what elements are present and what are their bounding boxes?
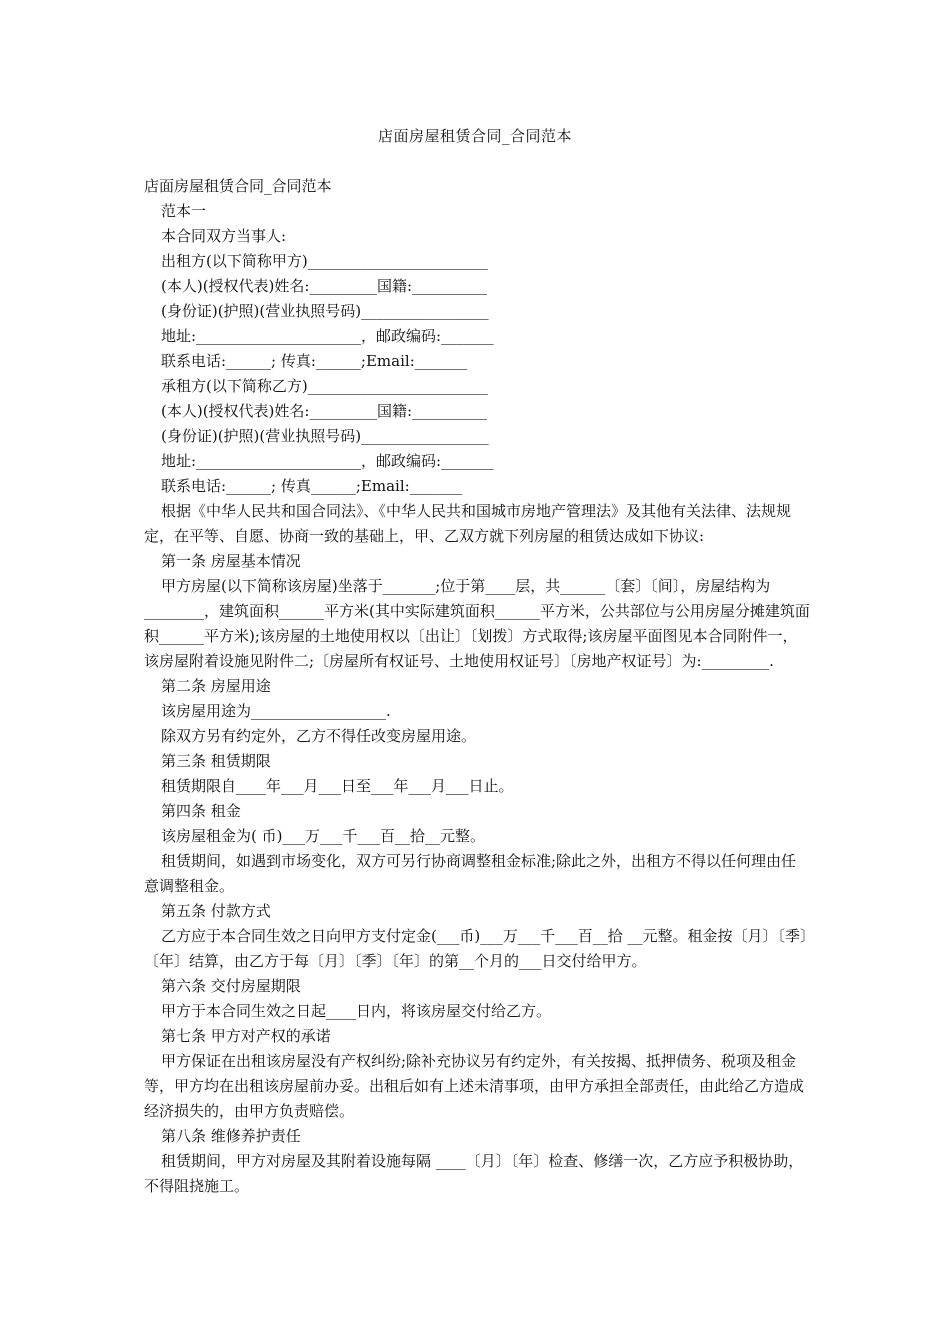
paragraph: (本人)(授权代表)姓名:_________国籍:__________ xyxy=(161,402,488,420)
paragraph: 联系电话:______; 传真:______;Email:_______ xyxy=(161,352,468,370)
paragraph: 该房屋用途为__________________. xyxy=(161,702,391,720)
paragraph: 第二条 房屋用途 xyxy=(161,677,271,695)
paragraph: 本合同双方当事人: xyxy=(161,227,287,245)
paragraph: 出租方(以下简称甲方)________________________ xyxy=(161,252,488,270)
paragraph: 承租方(以下简称乙方)________________________ xyxy=(161,377,488,395)
paragraph: (本人)(授权代表)姓名:_________国籍:__________ xyxy=(161,277,488,295)
paragraph: 地址:______________________，邮政编码:_______ xyxy=(161,327,494,345)
paragraph: 租赁期间，甲方对房屋及其附着设施每隔 ____〔月〕〔年〕检查、修缮一次，乙方应予积极协助，不得阻挠施工。 xyxy=(144,1152,804,1195)
paragraph: 范本一 xyxy=(161,202,207,220)
paragraph: 第五条 付款方式 xyxy=(161,902,271,920)
paragraph: (身份证)(护照)(营业执照号码)_________________ xyxy=(161,427,489,445)
paragraph: 租赁期间，如遇到市场变化，双方可另行协商调整租金标准;除此之外，出租方不得以任何理由任意调整租金。 xyxy=(144,852,797,895)
paragraph: 第七条 甲方对产权的承诺 xyxy=(161,1027,331,1045)
page-title: 店面房屋租赁合同_合同范本 xyxy=(377,127,572,145)
paragraph: 租赁期限自____年___月___日至___年___月___日止。 xyxy=(161,777,514,795)
paragraph: 乙方应于本合同生效之日向甲方支付定金(___币)___万___千___百__拾 __元整。租金按〔月〕〔季〕〔年〕结算，由乙方于每〔月〕〔季〕〔年〕的第__个月的___日交付给甲方。 xyxy=(144,927,808,970)
paragraph: 该房屋租金为( 币)___万___千___百__拾__元整。 xyxy=(161,827,485,845)
paragraph: (身份证)(护照)(营业执照号码)_________________ xyxy=(161,302,489,320)
paragraph: 除双方另有约定外，乙方不得任改变房屋用途。 xyxy=(161,727,477,745)
paragraph: 甲方保证在出租该房屋没有产权纠纷;除补充协议另有约定外，有关按揭、抵押债务、税项及租金等，甲方均在出租该房屋前办妥。出租后如有上述未清事项，由甲方承担全部责任，由此给乙方造成经济损失的，由甲方负责赔偿。 xyxy=(144,1052,805,1120)
paragraph: 联系电话:______; 传真______;Email:_______ xyxy=(161,477,463,495)
paragraph: 第六条 交付房屋期限 xyxy=(161,977,301,995)
paragraph: 第三条 租赁期限 xyxy=(161,752,271,770)
paragraph: 第八条 维修养护责任 xyxy=(161,1127,301,1145)
paragraph: 根据《中华人民共和国合同法》、《中华人民共和国城市房地产管理法》及其他有关法律、法规规定，在平等、自愿、协商一致的基础上，甲、乙双方就下列房屋的租赁达成如下协议: xyxy=(144,502,792,545)
paragraph: 甲方房屋(以下简称该房屋)坐落于_______;位于第____层，共______〔套〕〔间〕，房屋结构为________，建筑面积______平方米(其中实际建筑面积______平方米，公共部位与公用房屋分摊建筑面 积______平方米);该房屋的土地使用权以〔出让〕〔划拨〕方式取得;该房屋平面图见本合同附件一，该房屋附着设施见附件二;〔房屋所有权证号、土地使用权证号〕〔房地产权证号〕为:_________. xyxy=(144,577,815,670)
paragraph: 店面房屋租赁合同_合同范本 xyxy=(144,177,332,195)
paragraph: 甲方于本合同生效之日起____日内，将该房屋交付给乙方。 xyxy=(161,1002,552,1020)
paragraph: 地址:______________________，邮政编码:_______ xyxy=(161,452,494,470)
document-body xyxy=(144,174,815,1199)
paragraph: 第一条 房屋基本情况 xyxy=(161,552,301,570)
paragraph: 第四条 租金 xyxy=(161,802,241,820)
